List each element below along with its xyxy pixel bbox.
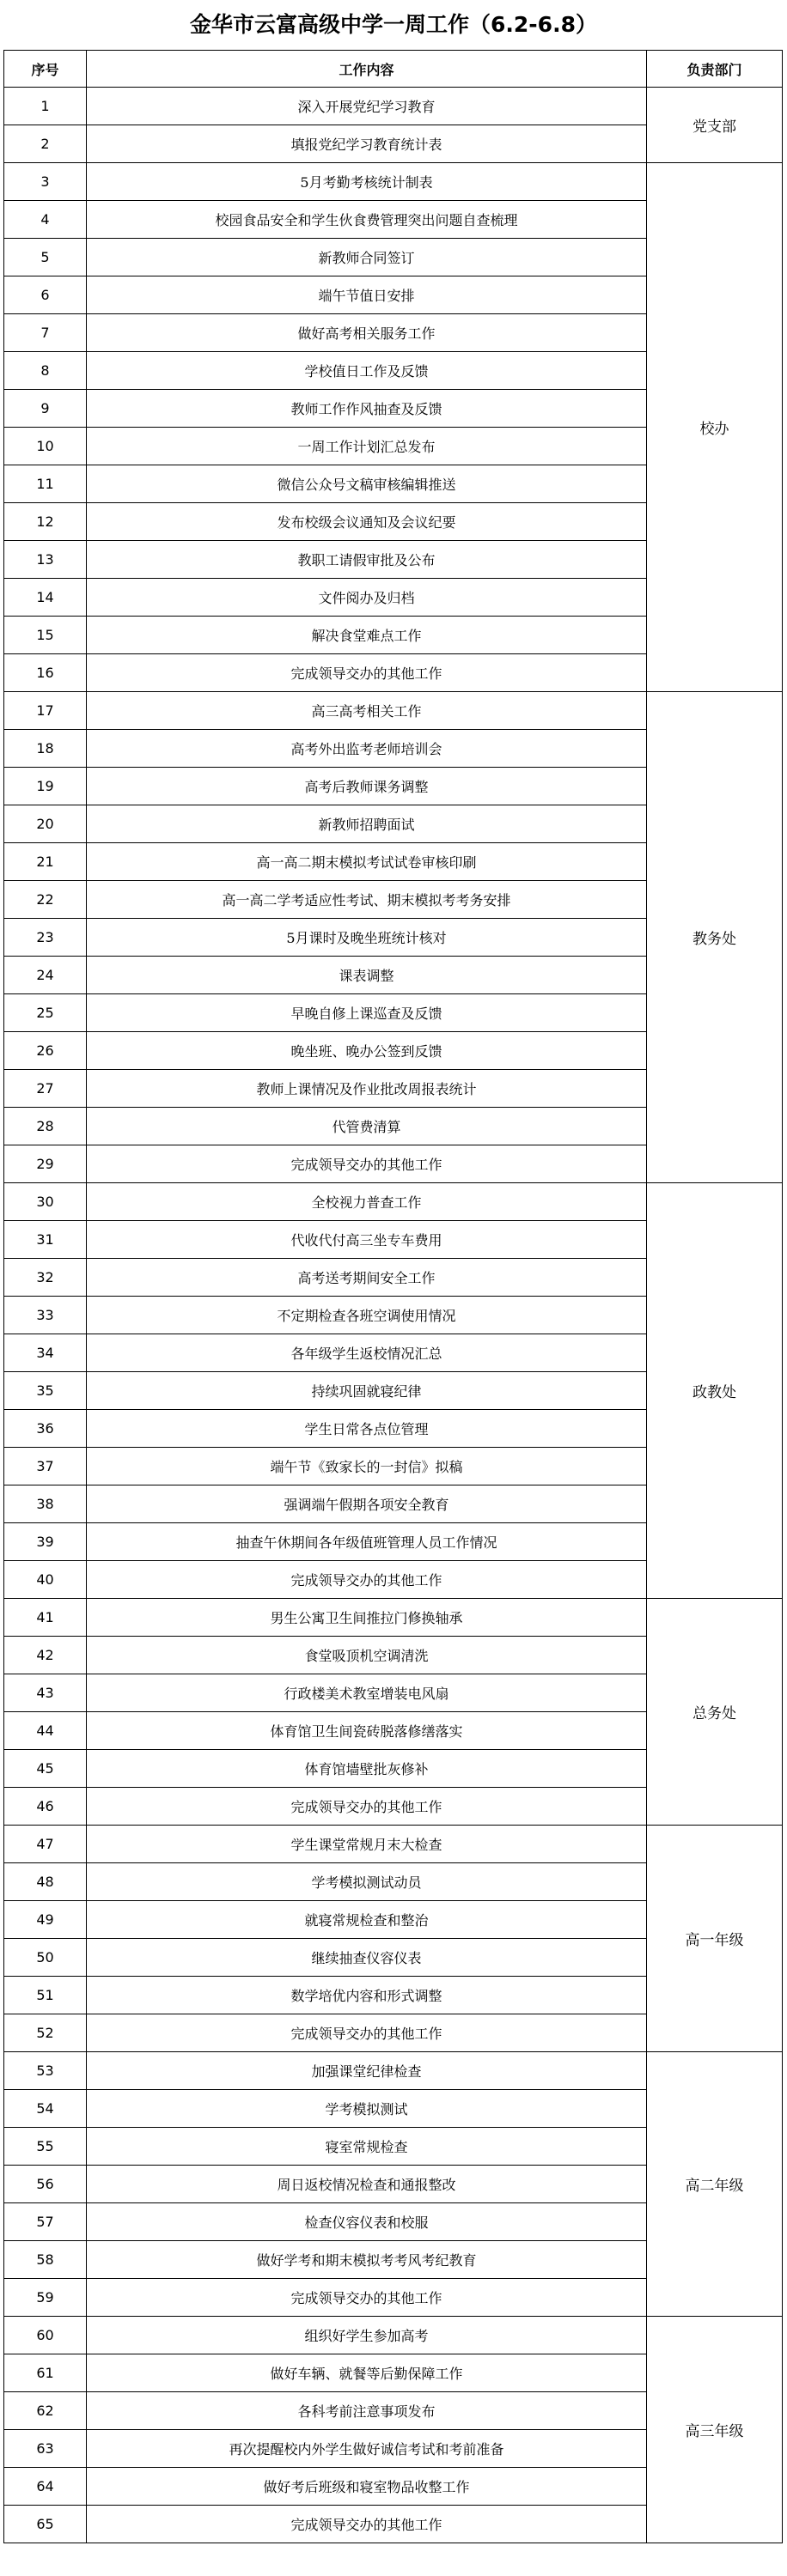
row-index: 5 <box>4 239 87 276</box>
row-task: 高三高考相关工作 <box>87 692 647 730</box>
row-task: 持续巩固就寝纪律 <box>87 1372 647 1410</box>
row-index: 6 <box>4 276 87 314</box>
row-task: 高一高二学考适应性考试、期末模拟考考务安排 <box>87 881 647 919</box>
row-index: 47 <box>4 1826 87 1863</box>
row-index: 25 <box>4 994 87 1032</box>
row-index: 51 <box>4 1977 87 2014</box>
table-row <box>4 1183 783 1221</box>
row-index: 64 <box>4 2468 87 2506</box>
row-index: 63 <box>4 2430 87 2468</box>
row-index: 29 <box>4 1145 87 1183</box>
row-index: 11 <box>4 465 87 503</box>
row-index: 36 <box>4 1410 87 1448</box>
row-index: 3 <box>4 163 87 201</box>
row-task: 周日返校情况检查和通报整改 <box>87 2166 647 2203</box>
row-index: 57 <box>4 2203 87 2241</box>
department-cell: 教务处 <box>647 692 783 1183</box>
row-task: 就寝常规检查和整治 <box>87 1901 647 1939</box>
department-cell: 总务处 <box>647 1599 783 1826</box>
row-index: 43 <box>4 1674 87 1712</box>
row-index: 10 <box>4 428 87 465</box>
row-task: 新教师合同签订 <box>87 239 647 276</box>
row-index: 53 <box>4 2052 87 2090</box>
row-task: 发布校级会议通知及会议纪要 <box>87 503 647 541</box>
row-index: 50 <box>4 1939 87 1977</box>
row-task: 课表调整 <box>87 957 647 994</box>
header-department: 负责部门 <box>647 51 783 88</box>
row-index: 59 <box>4 2279 87 2317</box>
row-task: 完成领导交办的其他工作 <box>87 654 647 692</box>
row-index: 54 <box>4 2090 87 2128</box>
page-title: 金华市云富高级中学一周工作（6.2-6.8） <box>190 12 597 37</box>
row-task: 代管费清算 <box>87 1108 647 1145</box>
row-task: 行政楼美术教室增装电风扇 <box>87 1674 647 1712</box>
row-task: 教职工请假审批及公布 <box>87 541 647 579</box>
row-index: 15 <box>4 617 87 654</box>
row-task: 完成领导交办的其他工作 <box>87 1788 647 1826</box>
row-index: 37 <box>4 1448 87 1485</box>
row-task: 完成领导交办的其他工作 <box>87 2506 647 2543</box>
row-task: 学校值日工作及反馈 <box>87 352 647 390</box>
row-index: 18 <box>4 730 87 768</box>
row-task: 寝室常规检查 <box>87 2128 647 2166</box>
row-task: 继续抽查仪容仪表 <box>87 1939 647 1977</box>
row-index: 46 <box>4 1788 87 1826</box>
table-row <box>4 1826 783 1863</box>
row-index: 4 <box>4 201 87 239</box>
table-row <box>4 163 783 201</box>
row-index: 23 <box>4 919 87 957</box>
row-index: 61 <box>4 2354 87 2392</box>
row-task: 微信公众号文稿审核编辑推送 <box>87 465 647 503</box>
row-task: 检查仪容仪表和校服 <box>87 2203 647 2241</box>
table-body <box>4 88 783 2543</box>
row-task: 学生课堂常规月末大检查 <box>87 1826 647 1863</box>
row-task: 高考后教师课务调整 <box>87 768 647 805</box>
row-task: 教师上课情况及作业批改周报表统计 <box>87 1070 647 1108</box>
row-index: 14 <box>4 579 87 617</box>
row-task: 各年级学生返校情况汇总 <box>87 1334 647 1372</box>
row-task: 高考外出监考老师培训会 <box>87 730 647 768</box>
row-task: 不定期检查各班空调使用情况 <box>87 1297 647 1334</box>
row-index: 45 <box>4 1750 87 1788</box>
row-task: 完成领导交办的其他工作 <box>87 2279 647 2317</box>
row-index: 17 <box>4 692 87 730</box>
row-index: 65 <box>4 2506 87 2543</box>
row-task: 数学培优内容和形式调整 <box>87 1977 647 2014</box>
row-index: 30 <box>4 1183 87 1221</box>
row-index: 20 <box>4 805 87 843</box>
row-index: 31 <box>4 1221 87 1259</box>
row-task: 早晚自修上课巡查及反馈 <box>87 994 647 1032</box>
row-index: 28 <box>4 1108 87 1145</box>
row-task: 各科考前注意事项发布 <box>87 2392 647 2430</box>
row-task: 学考模拟测试动员 <box>87 1863 647 1901</box>
row-task: 做好学考和期末模拟考考风考纪教育 <box>87 2241 647 2279</box>
row-task: 解决食堂难点工作 <box>87 617 647 654</box>
row-task: 全校视力普查工作 <box>87 1183 647 1221</box>
row-index: 62 <box>4 2392 87 2430</box>
row-task: 学生日常各点位管理 <box>87 1410 647 1448</box>
row-index: 1 <box>4 88 87 125</box>
row-index: 39 <box>4 1523 87 1561</box>
row-index: 32 <box>4 1259 87 1297</box>
row-index: 8 <box>4 352 87 390</box>
row-index: 58 <box>4 2241 87 2279</box>
table-row <box>4 1599 783 1637</box>
row-task: 做好考后班级和寝室物品收整工作 <box>87 2468 647 2506</box>
department-cell: 高一年级 <box>647 1826 783 2052</box>
row-task: 文件阅办及归档 <box>87 579 647 617</box>
header-index: 序号 <box>4 51 87 88</box>
table-row <box>4 2052 783 2090</box>
header-content: 工作内容 <box>87 51 647 88</box>
department-cell: 校办 <box>647 163 783 692</box>
row-index: 34 <box>4 1334 87 1372</box>
department-cell: 党支部 <box>647 88 783 163</box>
work-table <box>3 50 783 2543</box>
row-task: 高一高二期末模拟考试试卷审核印刷 <box>87 843 647 881</box>
row-index: 19 <box>4 768 87 805</box>
row-index: 12 <box>4 503 87 541</box>
row-task: 完成领导交办的其他工作 <box>87 1145 647 1183</box>
row-task: 填报党纪学习教育统计表 <box>87 125 647 163</box>
row-task: 5月考勤考核统计制表 <box>87 163 647 201</box>
row-index: 26 <box>4 1032 87 1070</box>
table-row <box>4 692 783 730</box>
row-task: 一周工作计划汇总发布 <box>87 428 647 465</box>
table-header-row <box>4 51 783 88</box>
row-index: 52 <box>4 2014 87 2052</box>
row-index: 40 <box>4 1561 87 1599</box>
department-cell: 政教处 <box>647 1183 783 1599</box>
row-task: 做好车辆、就餐等后勤保障工作 <box>87 2354 647 2392</box>
row-task: 做好高考相关服务工作 <box>87 314 647 352</box>
row-task: 端午节值日安排 <box>87 276 647 314</box>
row-index: 9 <box>4 390 87 428</box>
row-task: 教师工作作风抽查及反馈 <box>87 390 647 428</box>
row-task: 校园食品安全和学生伙食费管理突出问题自查梳理 <box>87 201 647 239</box>
row-index: 35 <box>4 1372 87 1410</box>
row-task: 抽查午休期间各年级值班管理人员工作情况 <box>87 1523 647 1561</box>
row-index: 33 <box>4 1297 87 1334</box>
department-cell: 高二年级 <box>647 2052 783 2317</box>
row-index: 44 <box>4 1712 87 1750</box>
row-index: 27 <box>4 1070 87 1108</box>
row-task: 学考模拟测试 <box>87 2090 647 2128</box>
row-task: 5月课时及晚坐班统计核对 <box>87 919 647 957</box>
row-task: 完成领导交办的其他工作 <box>87 2014 647 2052</box>
row-task: 食堂吸顶机空调清洗 <box>87 1637 647 1674</box>
row-index: 49 <box>4 1901 87 1939</box>
row-task: 代收代付高三坐专车费用 <box>87 1221 647 1259</box>
row-task: 晚坐班、晚办公签到反馈 <box>87 1032 647 1070</box>
row-task: 端午节《致家长的一封信》拟稿 <box>87 1448 647 1485</box>
row-task: 体育馆卫生间瓷砖脱落修缮落实 <box>87 1712 647 1750</box>
table-row <box>4 88 783 125</box>
row-index: 56 <box>4 2166 87 2203</box>
department-cell: 高三年级 <box>647 2317 783 2543</box>
row-task: 组织好学生参加高考 <box>87 2317 647 2354</box>
row-index: 13 <box>4 541 87 579</box>
row-task: 强调端午假期各项安全教育 <box>87 1485 647 1523</box>
row-index: 2 <box>4 125 87 163</box>
row-index: 42 <box>4 1637 87 1674</box>
row-index: 48 <box>4 1863 87 1901</box>
row-task: 男生公寓卫生间推拉门修换轴承 <box>87 1599 647 1637</box>
row-index: 41 <box>4 1599 87 1637</box>
table-row <box>4 2317 783 2354</box>
row-index: 16 <box>4 654 87 692</box>
row-index: 55 <box>4 2128 87 2166</box>
row-task: 加强课堂纪律检查 <box>87 2052 647 2090</box>
row-task: 完成领导交办的其他工作 <box>87 1561 647 1599</box>
row-task: 深入开展党纪学习教育 <box>87 88 647 125</box>
row-index: 38 <box>4 1485 87 1523</box>
row-index: 60 <box>4 2317 87 2354</box>
row-task: 再次提醒校内外学生做好诚信考试和考前准备 <box>87 2430 647 2468</box>
row-task: 高考送考期间安全工作 <box>87 1259 647 1297</box>
row-index: 22 <box>4 881 87 919</box>
row-task: 体育馆墙壁批灰修补 <box>87 1750 647 1788</box>
row-index: 24 <box>4 957 87 994</box>
row-index: 7 <box>4 314 87 352</box>
row-task: 新教师招聘面试 <box>87 805 647 843</box>
row-index: 21 <box>4 843 87 881</box>
